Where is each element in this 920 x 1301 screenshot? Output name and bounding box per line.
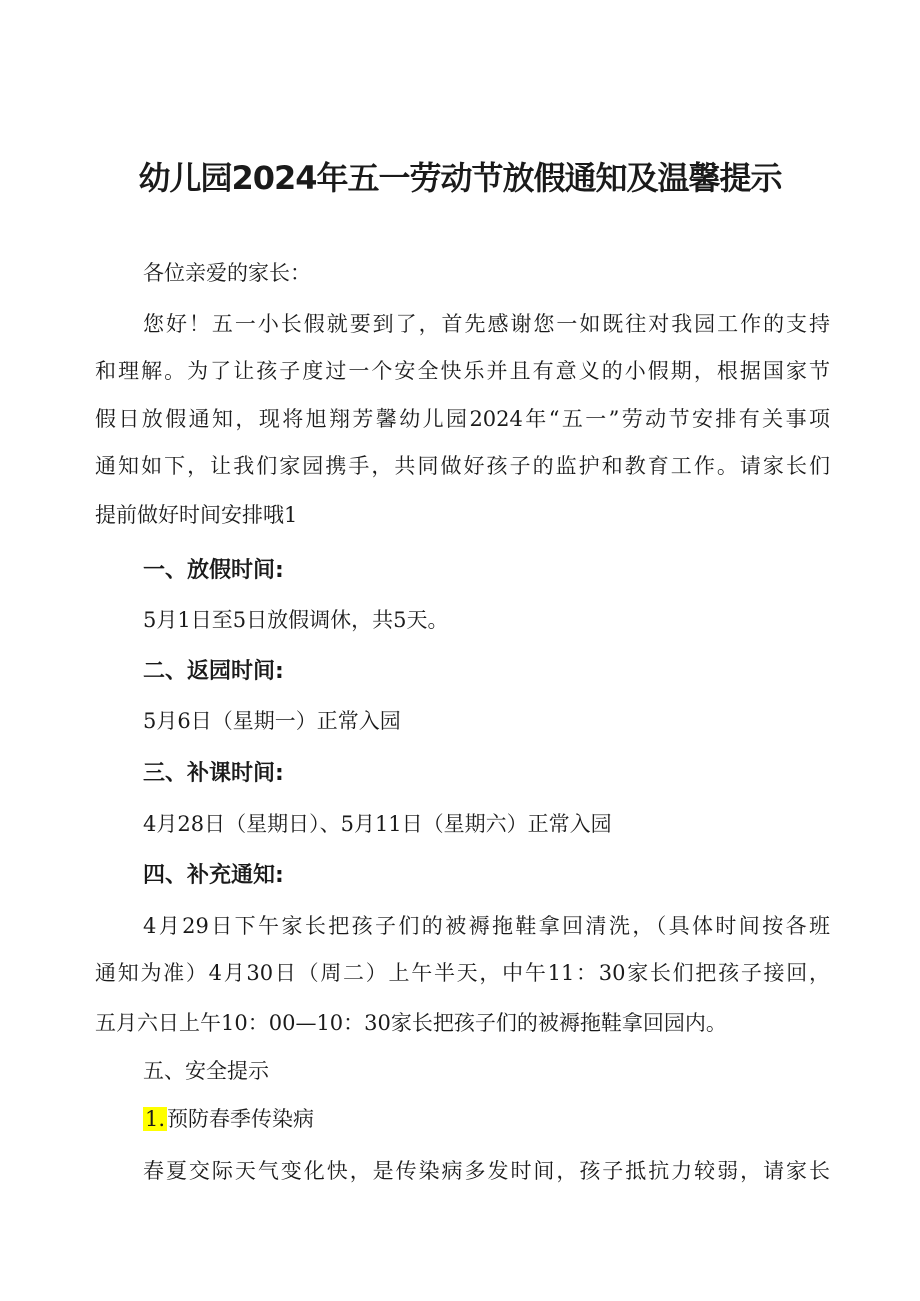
safety-heading: 五、安全提示 <box>143 1059 269 1083</box>
supplement-line-1: 4月29日下午家长把孩子们的被褥拖鞋拿回清洗，（具体时间按各班 <box>143 914 830 938</box>
greeting: 各位亲爱的家长： <box>143 261 311 285</box>
intro-line-5: 提前做好时间安排哦1 <box>95 503 298 527</box>
safety-item-1-title: 预防春季传染病 <box>167 1107 315 1131</box>
intro-line-4: 通知如下，让我们家园携手，共同做好孩子的监护和教育工作。请家长们 <box>95 454 830 478</box>
section-heading-makeup: 三、补课时间: <box>143 761 284 786</box>
highlighted-item-number: 1. <box>145 1107 166 1131</box>
section-heading-supplement: 四、补充通知: <box>143 863 284 888</box>
intro-line-3: 假日放假通知，现将旭翔芳馨幼儿园2024年“五一”劳动节安排有关事项 <box>95 407 830 431</box>
document-title: 幼儿园2024年五一劳动节放假通知及温馨提示 <box>138 159 782 197</box>
supplement-line-2: 通知为准）4月30日（周二）上午半天，中午11：30家长们把孩子接回， <box>95 961 830 985</box>
section-text-return: 5月6日（星期一）正常入园 <box>143 709 401 733</box>
section-heading-vacation: 一、放假时间: <box>143 558 284 583</box>
supplement-line-3: 五月六日上午10：00—10：30家长把孩子们的被褥拖鞋拿回园内。 <box>95 1011 727 1035</box>
section-heading-return: 二、返园时间: <box>143 659 284 684</box>
intro-line-1: 您好！五一小长假就要到了，首先感谢您一如既往对我园工作的支持 <box>143 312 830 336</box>
section-text-makeup: 4月28日（星期日）、5月11日（星期六）正常入园 <box>143 812 612 836</box>
section-text-vacation: 5月1日至5日放假调休，共5天。 <box>143 608 449 632</box>
intro-line-2: 和理解。为了让孩子度过一个安全快乐并且有意义的小假期，根据国家节 <box>95 359 830 383</box>
safety-item-1-text: 春夏交际天气变化快，是传染病多发时间，孩子抵抗力较弱，请家长 <box>143 1159 830 1183</box>
safety-item-1 <box>143 1104 314 1134</box>
